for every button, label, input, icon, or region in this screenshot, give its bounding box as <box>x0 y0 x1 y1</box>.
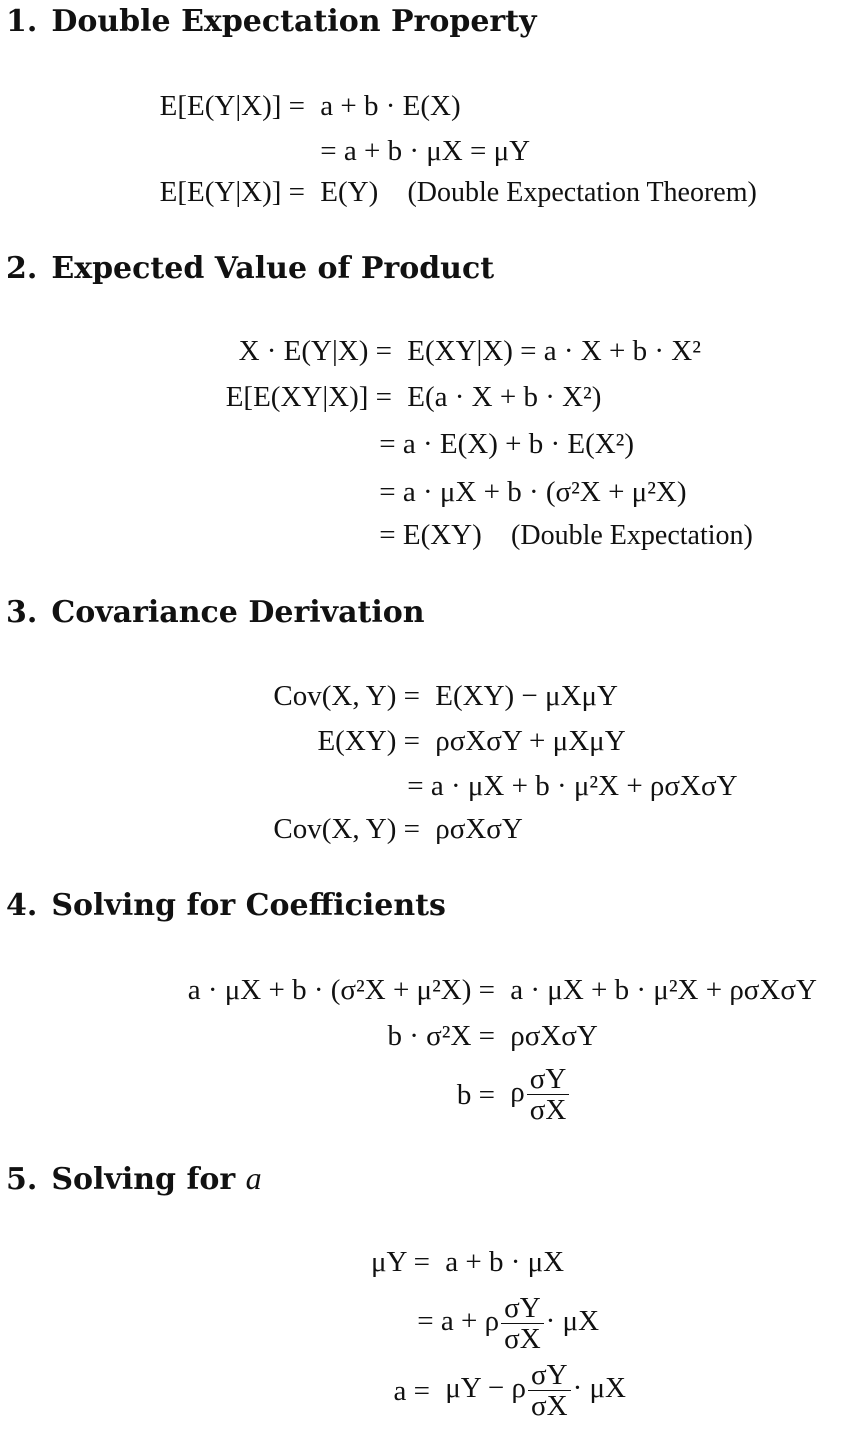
equation-lhs: a = <box>393 1374 430 1407</box>
equation-line <box>0 515 753 556</box>
equation-lhs: E[E(Y|X)] = <box>159 176 305 208</box>
equation-rhs: a · μX + b · μ²X + ρσXσY <box>510 974 817 1006</box>
equation-lhs: E[E(XY|X)] = <box>225 381 392 413</box>
equation-lhs: b · σ²X = <box>387 1020 495 1052</box>
equation-rhs <box>445 1360 626 1421</box>
equation-line <box>0 1016 598 1056</box>
equation-rhs: E(XY|X) = a · X + b · X² <box>407 335 701 367</box>
equation-rhs: E(XY) − μXμY <box>435 680 619 712</box>
fraction-numerator: σY <box>528 1360 571 1391</box>
equation-rhs: a + b · μX <box>445 1246 565 1278</box>
equation-rhs: = a · E(X) + b · E(X²) <box>379 428 635 460</box>
section-title: Double Expectation Property <box>51 4 537 39</box>
equation-rhs: = a + b · μX = μY <box>320 135 531 167</box>
equation-line <box>0 472 687 512</box>
rhs-prefix: ρ <box>510 1076 525 1109</box>
equation-lhs: E(XY) = <box>317 725 420 757</box>
equation-rhs: a + b · E(X) <box>320 90 461 122</box>
section-3-heading <box>6 593 425 633</box>
rhs-suffix: · μX <box>572 1372 626 1405</box>
equation-rhs: ρσXσY <box>510 1020 598 1052</box>
equation-rhs: = a · μX + b · (σ²X + μ²X) <box>379 476 687 508</box>
fraction-denominator: σX <box>531 1390 568 1422</box>
equation-rhs: ρσXσY + μXμY <box>435 725 626 757</box>
equation-line <box>0 86 461 126</box>
fraction <box>528 1360 571 1421</box>
section-number: 5. <box>6 1162 38 1197</box>
section-number: 4. <box>6 888 38 923</box>
equation-line <box>0 766 738 806</box>
section-4-heading <box>6 886 446 926</box>
equation-rhs <box>417 1293 599 1354</box>
equation-rhs: E(Y) <box>320 176 379 208</box>
equation-line <box>0 970 817 1010</box>
equation-note: (Double Expectation) <box>511 520 753 551</box>
equation-line <box>0 1064 571 1125</box>
section-5-heading <box>6 1158 262 1200</box>
equation-lhs: E[E(Y|X)] = <box>159 90 305 122</box>
section-2-heading <box>6 249 494 289</box>
section-number: 1. <box>6 4 38 39</box>
equation-rhs <box>510 1064 571 1125</box>
section-1-heading <box>6 2 537 42</box>
fraction <box>501 1293 544 1354</box>
equation-line <box>0 172 757 213</box>
equation-line <box>0 131 530 171</box>
section-title: Solving for Coefficients <box>51 888 446 923</box>
equation-line <box>0 1293 599 1354</box>
equation-line <box>0 1242 564 1282</box>
rhs-suffix: · μX <box>545 1305 600 1338</box>
fraction-denominator: σX <box>504 1323 541 1355</box>
equation-line <box>0 377 601 417</box>
section-title: Covariance Derivation <box>51 595 425 630</box>
equation-line <box>0 809 523 849</box>
section-title: Solving for <box>51 1162 236 1197</box>
equation-rhs: E(a · X + b · X²) <box>407 381 602 413</box>
equation-lhs: a · μX + b · (σ²X + μ²X) = <box>187 974 495 1006</box>
rhs-prefix: = a + ρ <box>417 1305 500 1338</box>
equation-line <box>0 721 626 761</box>
section-title: Expected Value of Product <box>51 251 495 286</box>
fraction-numerator: σY <box>527 1064 570 1095</box>
equation-line <box>0 676 618 716</box>
fraction <box>527 1064 570 1125</box>
equation-note: (Double Expectation Theorem) <box>407 177 757 208</box>
fraction-denominator: σX <box>529 1094 567 1126</box>
section-title-variable: a <box>245 1160 262 1196</box>
equation-rhs: ρσXσY <box>435 813 523 845</box>
equation-rhs: = a · μX + b · μ²X + ρσXσY <box>407 770 738 802</box>
section-number: 3. <box>6 595 38 630</box>
equation-lhs: μY = <box>370 1246 430 1278</box>
equation-lhs: Cov(X, Y) = <box>273 813 420 845</box>
equation-lhs: b = <box>456 1078 495 1111</box>
equation-line <box>0 1360 626 1421</box>
equation-lhs: X · E(Y|X) = <box>238 335 392 367</box>
equation-rhs: = E(XY) <box>379 519 482 551</box>
section-number: 2. <box>6 251 38 286</box>
equation-line <box>0 424 634 464</box>
equation-line <box>0 331 701 371</box>
fraction-numerator: σY <box>501 1293 544 1324</box>
equation-lhs: Cov(X, Y) = <box>273 680 420 712</box>
rhs-prefix: μY − ρ <box>445 1372 526 1405</box>
